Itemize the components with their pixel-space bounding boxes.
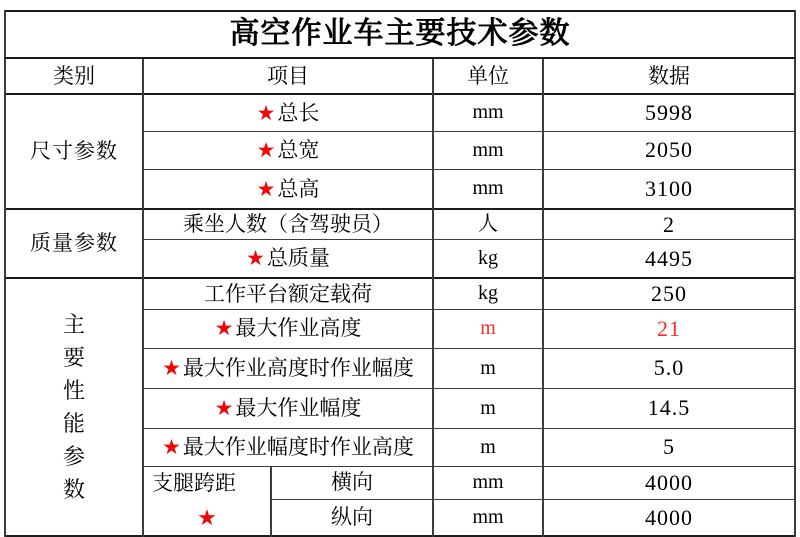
category-cell-mass: 质量参数 xyxy=(5,209,143,278)
header-category: 类别 xyxy=(5,58,143,94)
value-cell: 4000 xyxy=(543,466,795,499)
item-label: 总高 xyxy=(277,176,320,201)
item-label: 横向 xyxy=(331,470,373,495)
header-unit: 单位 xyxy=(433,58,543,94)
item-cell xyxy=(143,428,433,466)
unit-cell-highlighted: m xyxy=(433,309,543,348)
star-icon: ★ xyxy=(256,100,276,125)
item-label: 最大作业高度时作业幅度 xyxy=(182,355,414,380)
unit-cell: m xyxy=(433,428,543,466)
value-cell-highlighted: 21 xyxy=(543,309,795,348)
value-cell: 4000 xyxy=(543,499,795,536)
item-label: 纵向 xyxy=(331,505,373,530)
value-cell: 14.5 xyxy=(543,388,795,428)
star-icon: ★ xyxy=(197,504,217,530)
item-cell xyxy=(143,94,433,131)
item-label: 总长 xyxy=(277,100,320,125)
star-icon: ★ xyxy=(256,176,276,201)
item-label: 最大作业幅度 xyxy=(235,395,362,420)
item-label: 总宽 xyxy=(277,137,320,162)
value-cell: 5998 xyxy=(543,94,795,131)
item-label: 最大作业幅度时作业高度 xyxy=(182,434,414,459)
outrigger-span-cell xyxy=(143,466,271,536)
outrigger-span-label: 支腿跨距 xyxy=(152,471,236,496)
unit-cell: mm xyxy=(433,499,543,536)
unit-cell: kg xyxy=(433,239,543,278)
item-cell xyxy=(143,169,433,209)
item-cell xyxy=(271,499,433,536)
item-label: 总质量 xyxy=(266,246,330,271)
item-cell xyxy=(143,348,433,388)
unit-cell: kg xyxy=(433,278,543,309)
unit-cell: mm xyxy=(433,94,543,131)
unit-cell: mm xyxy=(433,169,543,209)
star-icon: ★ xyxy=(256,137,276,162)
item-cell xyxy=(143,309,433,348)
spec-table xyxy=(4,10,796,537)
table-row xyxy=(5,209,795,239)
item-label: 乘坐人数（含驾驶员） xyxy=(183,212,393,237)
page-title: 高空作业车主要技术参数 xyxy=(5,11,795,58)
item-cell xyxy=(271,466,433,499)
item-label: 工作平台额定载荷 xyxy=(204,281,372,306)
item-cell xyxy=(143,388,433,428)
table-row xyxy=(5,278,795,309)
value-cell: 2050 xyxy=(543,131,795,169)
category-cell-dimensions: 尺寸参数 xyxy=(5,94,143,209)
item-cell xyxy=(143,239,433,278)
header-item: 项目 xyxy=(143,58,433,94)
value-cell: 5 xyxy=(543,428,795,466)
value-cell: 5.0 xyxy=(543,348,795,388)
title-row xyxy=(5,11,795,58)
value-cell: 3100 xyxy=(543,169,795,209)
value-cell: 250 xyxy=(543,278,795,309)
item-cell xyxy=(143,209,433,239)
header-data: 数据 xyxy=(543,58,795,94)
item-label: 最大作业高度 xyxy=(235,316,362,341)
unit-cell: mm xyxy=(433,131,543,169)
star-icon: ★ xyxy=(214,316,234,341)
table-row xyxy=(5,94,795,131)
unit-cell: m xyxy=(433,348,543,388)
value-cell: 4495 xyxy=(543,239,795,278)
item-cell xyxy=(143,278,433,309)
star-icon: ★ xyxy=(162,434,181,459)
unit-cell: mm xyxy=(433,466,543,499)
item-cell xyxy=(143,131,433,169)
star-icon: ★ xyxy=(214,395,234,420)
category-cell-performance xyxy=(5,278,143,536)
unit-cell: m xyxy=(433,388,543,428)
header-row xyxy=(5,58,795,94)
star-icon: ★ xyxy=(162,355,181,380)
star-icon: ★ xyxy=(246,246,265,271)
unit-cell: 人 xyxy=(433,209,543,239)
value-cell: 2 xyxy=(543,209,795,239)
category-vertical-label: 主要性能参数 xyxy=(62,312,85,502)
